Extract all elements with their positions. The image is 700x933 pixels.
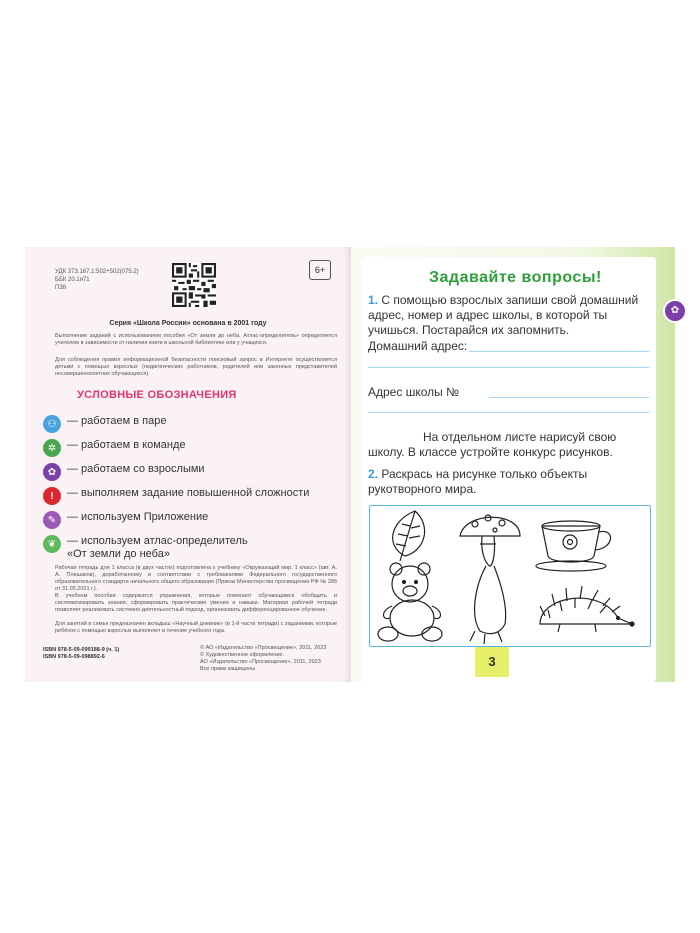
school-address-label: Адрес школы № <box>368 385 459 399</box>
leaf-icon: ❦ <box>43 535 61 553</box>
series-title: Серия «Школа России» основана в 2001 году <box>109 320 267 327</box>
right-page <box>351 247 680 682</box>
task-text: С помощью взрослых запиши свой домашний адрес, номер и адрес школы, в которой ты учишься. Постарайся их запомнить. <box>368 293 639 337</box>
pair-work-icon: ⚇ <box>43 415 61 433</box>
copyright-line: АО «Издательство «Просвещение», 2011, 2023 <box>200 659 321 665</box>
teddy-bear-drawing[interactable] <box>378 563 442 641</box>
with-adults-icon: ✿ <box>663 299 687 323</box>
legend-label: — работаем со взрослыми <box>67 463 205 475</box>
legend-item-pair <box>43 415 166 435</box>
safety-note: Для соблюдения правил информационной безопасности поисковый запрос в Интернете осуществляется детьми с помощью взрослых (педагогических работников, родителей или законных представителей несовершеннолетних обучающихся). <box>55 357 337 377</box>
bbk-code: ББК 20.1я71 <box>55 277 90 283</box>
home-address-line[interactable] <box>469 351 649 352</box>
copyright-line: Все права защищены <box>200 666 256 672</box>
diary-note: Для занятий в семье предназначен вкладыш «Научный дневник» (в 1-й части тетради) с заданиями, которые ребёнок с помощью взрослых выполняет в течение учебного года. <box>55 621 337 634</box>
mushroom-drawing[interactable] <box>460 515 520 644</box>
exclamation-icon: ! <box>43 487 61 505</box>
age-rating-badge: 6+ <box>309 260 331 280</box>
copyright-line: © АО «Издательство «Просвещение», 2011, 2023 <box>200 645 327 651</box>
home-address-line[interactable] <box>368 367 649 368</box>
legend-item-adults <box>43 463 205 483</box>
udk-code: УДК 373.167.1:502+502(075.2) <box>55 269 139 275</box>
legend-label: — используем Приложение <box>67 511 209 523</box>
task-number: 2. <box>368 467 379 481</box>
page-heading: Задавайте вопросы! <box>429 269 602 286</box>
legend-label: — выполняем задание повышенной сложности <box>67 487 310 499</box>
paperclip-icon: ✎ <box>43 511 61 529</box>
home-address-label: Домашний адрес: <box>368 339 468 353</box>
task-text: Раскрась на рисунке только объекты рукотворного мира. <box>368 467 588 496</box>
legend-item-difficult <box>43 487 309 507</box>
leaf-drawing[interactable] <box>393 511 425 561</box>
team-work-icon: ✲ <box>43 439 61 457</box>
open-workbook <box>25 247 680 682</box>
copyright-block <box>200 645 326 673</box>
isbn-part1: ISBN 978-5-09-099188-9 (ч. 1) <box>43 647 120 653</box>
hedgehog-drawing[interactable] <box>540 586 634 632</box>
legend-title: УСЛОВНЫЕ ОБОЗНАЧЕНИЯ <box>77 389 237 401</box>
legend-label: — используем атлас-определитель «От земли до неба» <box>67 535 248 560</box>
workbook-purpose: В учебном пособии содержатся упражнения, которые помогают обучающимся обобщить и систематизировать знания, сформировать практические умения и навыки. Материал рабочей тетради позволяет реализовать системно-деятельностный подход, организовать дифференцированное обучение. <box>55 593 337 613</box>
page-number: 3 <box>475 647 509 677</box>
task-2 <box>368 467 648 497</box>
legend-item-atlas <box>43 535 283 560</box>
legend-item-team <box>43 439 185 459</box>
school-address-line[interactable] <box>489 397 649 398</box>
atlas-note: Выполнение заданий с использованием пособия «От земли до неба. Атлас-определитель» определяется учителем в зависимости от наличия книги в школьной библиотеке или у учащихся. <box>55 333 337 346</box>
legend-label: — работаем в команде <box>67 439 186 451</box>
task-1 <box>368 293 648 338</box>
coloring-picture <box>369 505 651 647</box>
legend-label: — работаем в паре <box>67 415 167 427</box>
qr-code-icon <box>172 263 216 307</box>
with-adults-icon: ✿ <box>43 463 61 481</box>
school-address-line[interactable] <box>368 412 649 413</box>
workbook-description: Рабочая тетрадь для 1 класса (в двух частях) подготовлена к учебнику «Окружающий мир. 1 класс» (авт. А. А. Плешаков), доработанному в соответствии с требованиями Федерального государственного образовательного стандарта начального общего образования (Приказ Министерства просвещения РФ № 286 от 31.05.2021 г.). <box>55 565 337 592</box>
task-number: 1. <box>368 293 379 307</box>
drawing-instruction: На отдельном листе нарисуй свою школу. В классе устройте конкурс рисунков. <box>368 430 617 459</box>
left-page <box>25 247 351 682</box>
copyright-line: © Художественное оформление. <box>200 652 284 658</box>
coloring-illustration <box>370 506 650 646</box>
catalog-code: П38 <box>55 285 66 291</box>
isbn-set: ISBN 978-5-09-098892-6 <box>43 654 105 660</box>
isbn-block <box>43 647 119 661</box>
legend-item-appendix <box>43 511 208 531</box>
cup-drawing[interactable] <box>536 521 611 571</box>
